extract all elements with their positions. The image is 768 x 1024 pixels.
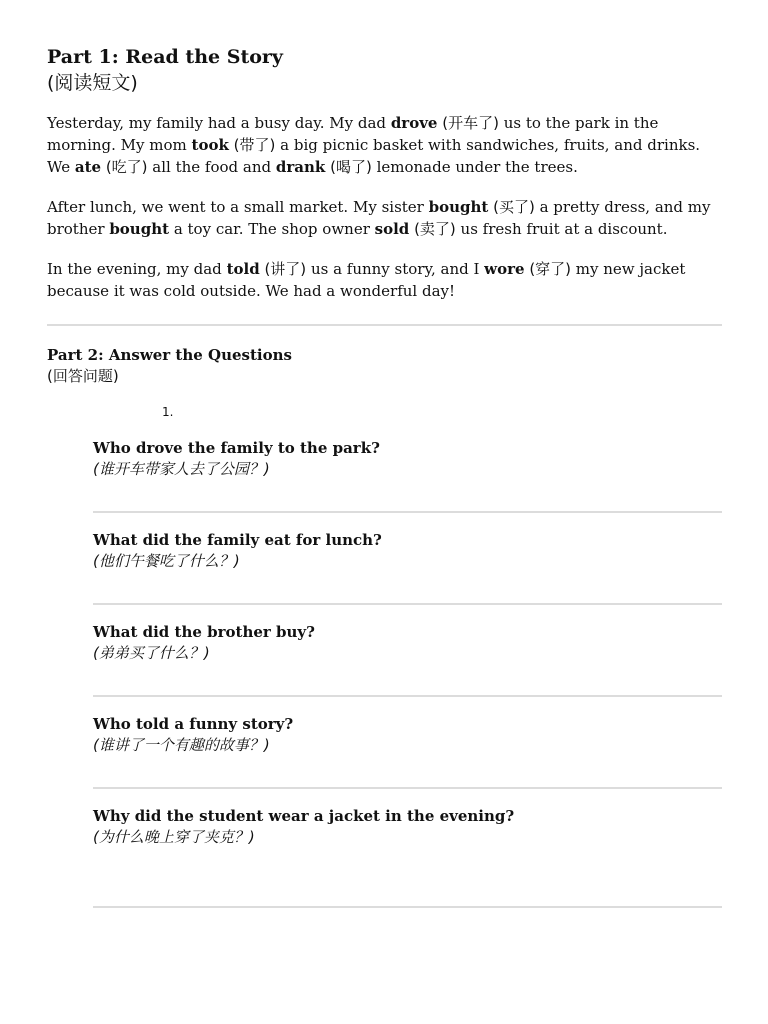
question-text: Why did the student wear a jacket in the evening? (93, 807, 515, 825)
question-translation: (谁讲了一个有趣的故事？) (93, 736, 270, 754)
story-text: us fresh fruit at a discount. (460, 220, 668, 238)
question-translation: (为什么晚上穿了夹克？) (93, 828, 255, 846)
part2-title: Part 2: Answer the Questions (47, 346, 292, 364)
story-text: my new jacket because it was cold outside. We had a wonderful day! (47, 260, 686, 300)
story-text: a toy car. The shop owner (169, 220, 375, 238)
answer-line[interactable] (93, 511, 722, 513)
question-3 (93, 622, 722, 697)
vocab-translation: (卖了) (409, 220, 461, 238)
question-2 (93, 530, 722, 605)
vocab-translation: (吃了) (101, 158, 153, 176)
vocab-verb: wore (484, 260, 525, 278)
story-text: lemonade under the trees. (376, 158, 578, 176)
vocab-verb: took (191, 136, 229, 154)
question-1 (93, 438, 722, 513)
story-paragraph-3 (47, 258, 722, 302)
story-text: a pretty dress, and my brother (47, 198, 711, 238)
story-text: In the evening, my dad (47, 260, 227, 278)
vocab-verb: drank (275, 158, 326, 176)
story-text: us a funny story, and I (310, 260, 485, 278)
part2-subtitle: (回答问题) (47, 367, 119, 385)
answer-line[interactable] (93, 787, 722, 789)
question-4 (93, 714, 722, 789)
vocab-translation: (讲了) (259, 260, 311, 278)
worksheet-page (47, 44, 722, 908)
story-text: all the food and (152, 158, 276, 176)
story-text: After lunch, we went to a small market. My sister (47, 198, 429, 216)
question-translation: (弟弟买了什么？) (93, 644, 210, 662)
vocab-verb: sold (374, 220, 410, 238)
vocab-verb: drove (390, 114, 438, 132)
vocab-translation: (买了) (488, 198, 540, 216)
question-text: What did the brother buy? (93, 623, 315, 641)
story-paragraph-1 (47, 112, 722, 178)
question-5 (93, 806, 722, 908)
part1-title: Part 1: Read the Story (47, 46, 283, 68)
section-divider (47, 324, 722, 326)
vocab-translation: (开车了) (437, 114, 504, 132)
list-number: 1. (162, 405, 174, 419)
part1-subtitle: (阅读短文) (47, 72, 138, 94)
answer-line[interactable] (93, 906, 722, 908)
question-text: What did the family eat for lunch? (93, 531, 382, 549)
question-text: Who drove the family to the park? (93, 439, 380, 457)
story (47, 112, 722, 302)
vocab-verb: bought (109, 220, 170, 238)
vocab-verb: told (226, 260, 260, 278)
vocab-translation: (穿了) (524, 260, 576, 278)
vocab-verb: bought (428, 198, 489, 216)
vocab-translation: (喝了) (325, 158, 377, 176)
story-text: a big picnic basket with sandwiches, fruits, and drinks. We (47, 136, 701, 176)
question-text: Who told a funny story? (93, 715, 294, 733)
story-paragraph-2 (47, 196, 722, 240)
question-translation: (他们午餐吃了什么？) (93, 552, 240, 570)
answer-line[interactable] (93, 695, 722, 697)
story-text: Yesterday, my family had a busy day. My dad (47, 114, 391, 132)
vocab-translation: (带了) (228, 136, 281, 154)
answer-line[interactable] (93, 603, 722, 605)
story-text: us to the park in the morning. My mom (47, 114, 659, 154)
vocab-verb: ate (74, 158, 102, 176)
question-translation: (谁开车带家人去了公园？) (93, 460, 270, 478)
